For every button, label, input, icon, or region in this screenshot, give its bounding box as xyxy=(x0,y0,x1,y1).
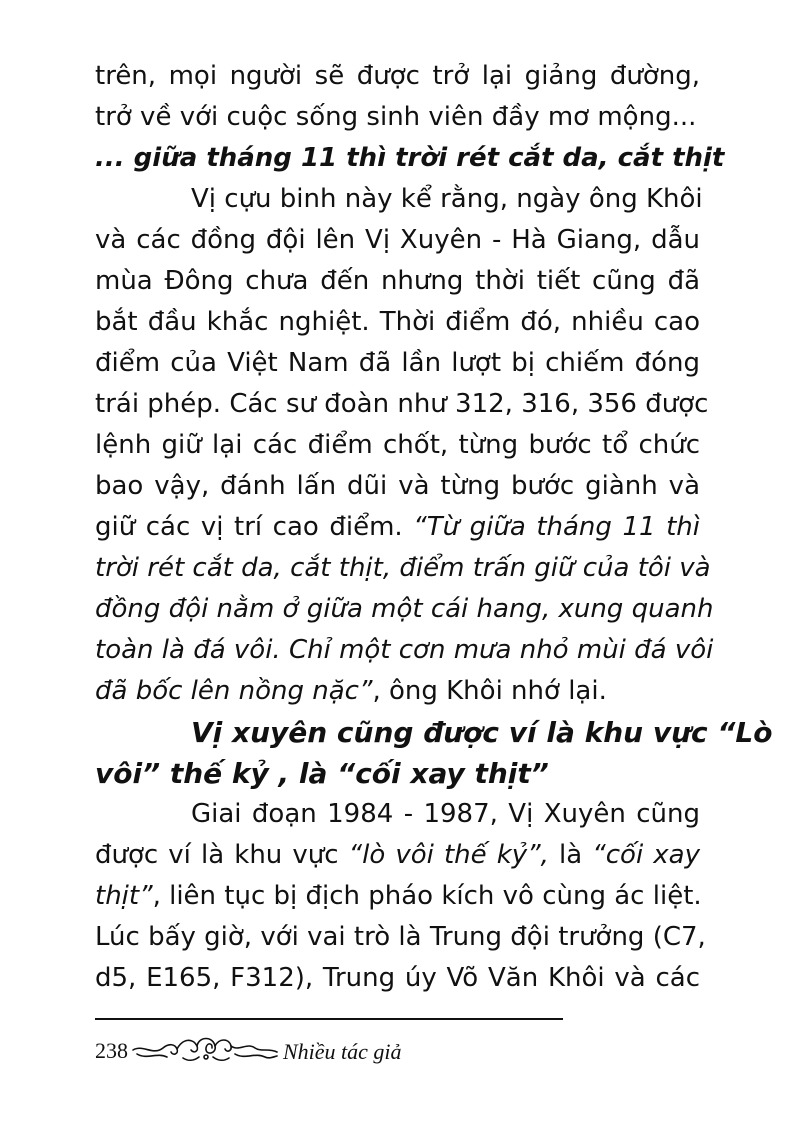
text-line: điểm của Việt Nam đã lần lượt bị chiếm đóng xyxy=(95,348,700,378)
text-run: , liên tục bị địch pháo kích vô cùng ác liệt. xyxy=(152,881,702,911)
section-heading: ... giữa tháng 11 thì trời rét cắt da, cắt thịt xyxy=(95,143,725,173)
text-line: bao vậy, đánh lấn dũi và từng bước giành và xyxy=(95,471,700,501)
text-line: Lúc bấy giờ, với vai trò là Trung đội trưởng (C7, xyxy=(95,922,706,952)
text-line: bắt đầu khắc nghiệt. Thời điểm đó, nhiều cao xyxy=(95,307,700,337)
quote-run: thịt” xyxy=(95,881,153,911)
text-line xyxy=(95,876,700,917)
footer-row xyxy=(95,1030,565,1070)
text-run: giữ các vị trí cao điểm. xyxy=(95,512,414,542)
text-line: lệnh giữ lại các điểm chốt, từng bước tổ chức xyxy=(95,430,700,460)
section-heading-cont: vôi” thế kỷ , là “cối xay thịt” xyxy=(95,757,549,790)
quote-line: đồng đội nằm ở giữa một cái hang, xung quanh xyxy=(95,594,714,624)
text-line: và các đồng đội lên Vị Xuyên - Hà Giang, dẫu xyxy=(95,225,700,255)
quote-run: đã bốc lên nồng nặc” xyxy=(95,676,373,706)
text-line: trở về với cuộc sống sinh viên đầy mơ mộng... xyxy=(95,102,697,132)
section-heading: Vị xuyên cũng được ví là khu vực “Lò xyxy=(191,716,773,749)
text-run: , ông Khôi nhớ lại. xyxy=(372,676,607,706)
page-number: 238 xyxy=(95,1038,128,1063)
text-line xyxy=(95,507,700,548)
text-line: trên, mọi người sẽ được trở lại giảng đường, xyxy=(95,61,700,91)
quote-line: toàn là đá vôi. Chỉ một cơn mưa nhỏ mùi đá vôi xyxy=(95,635,714,665)
text-line xyxy=(95,835,700,876)
text-line: mùa Đông chưa đến nhưng thời tiết cũng đã xyxy=(95,266,700,296)
footer-divider xyxy=(95,1018,563,1020)
quote-run: “cối xay xyxy=(592,840,701,870)
text-line: Vị cựu binh này kể rằng, ngày ông Khôi xyxy=(191,184,703,214)
quote-run: “lò vôi thế kỷ”, xyxy=(348,840,549,870)
quote-line: trời rét cắt da, cắt thịt, điểm trấn giữ của tôi và xyxy=(95,553,711,583)
quote-run: “Từ giữa tháng 11 thì xyxy=(413,512,700,542)
decorative-flourish-icon xyxy=(131,1030,281,1070)
text-run: là xyxy=(548,840,593,870)
text-line: Giai đoạn 1984 - 1987, Vị Xuyên cũng xyxy=(191,799,700,829)
text-line xyxy=(95,671,700,712)
body-text xyxy=(95,56,773,999)
text-line: d5, E165, F312), Trung úy Võ Văn Khôi và các xyxy=(95,963,700,993)
text-line: trái phép. Các sư đoàn như 312, 316, 356 được xyxy=(95,389,709,419)
text-run: được ví là khu vực xyxy=(95,840,349,870)
author-credit: Nhiều tác giả xyxy=(283,1039,402,1064)
